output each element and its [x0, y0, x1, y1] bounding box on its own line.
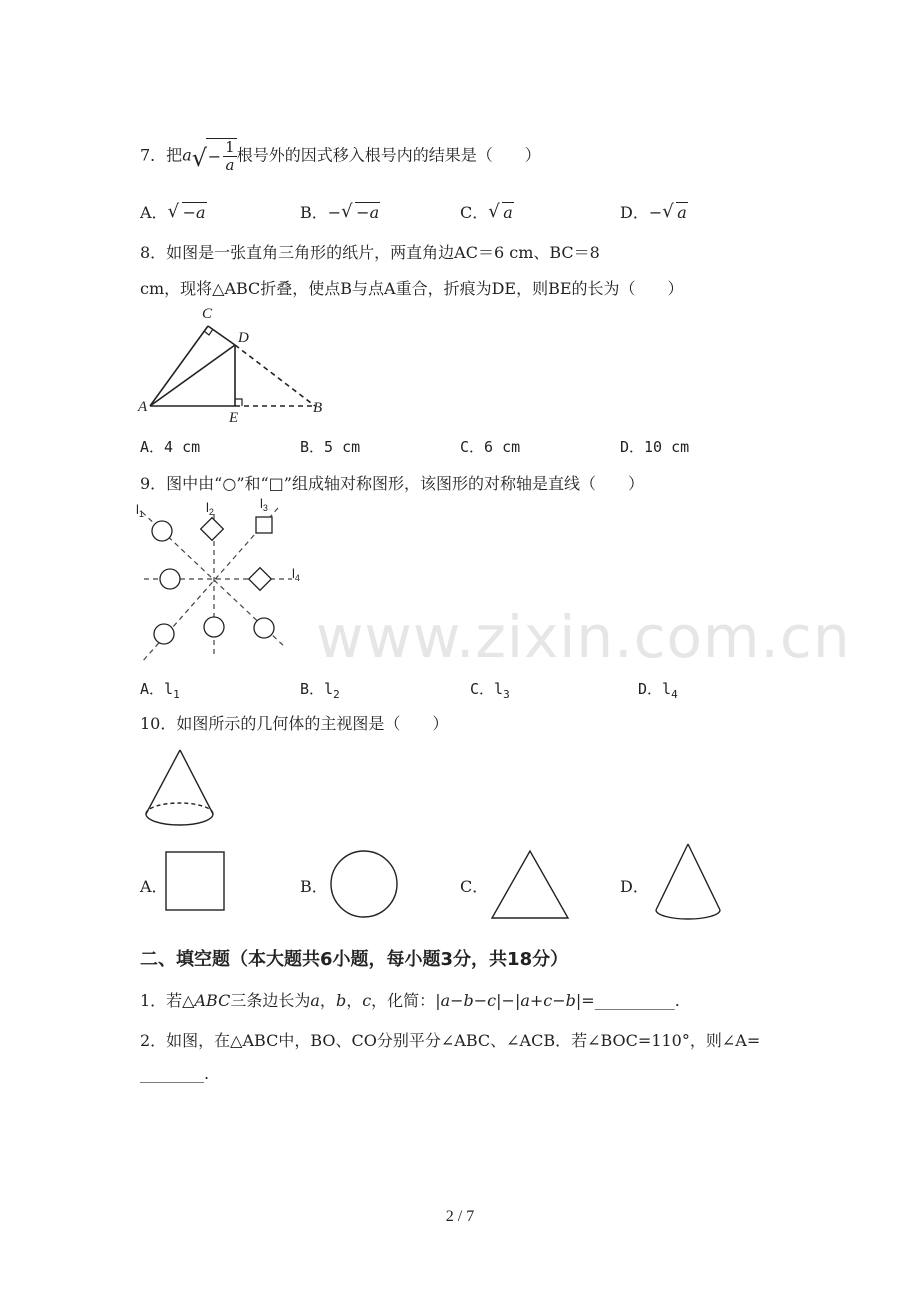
circle-shape	[152, 521, 172, 541]
label-l1: $l_1$	[136, 502, 144, 519]
label-e: E	[229, 410, 239, 426]
label-l3: $l_3$	[260, 498, 268, 513]
diamond-shape	[249, 568, 272, 591]
circle-shape	[154, 624, 174, 644]
q9-symmetry-figure	[130, 498, 310, 668]
fold-ad	[150, 345, 235, 406]
label-l2: $l_2$	[206, 500, 214, 517]
q9-option-a[interactable]: A．$l_1$	[140, 680, 180, 701]
q8-option-d[interactable]: D．10 cm	[620, 438, 690, 456]
q10-option-b-label[interactable]: B．	[300, 877, 328, 896]
dashed-db	[235, 345, 315, 406]
q10-option-a-label[interactable]: A．	[140, 877, 168, 896]
side-ac	[150, 326, 208, 406]
q7-option-a[interactable]: A．√ −a	[140, 200, 207, 223]
q10-option-b-circle[interactable]	[328, 848, 400, 920]
square-shape	[256, 517, 272, 533]
q10-stem: 10．如图所示的几何体的主视图是（ ）	[140, 714, 449, 733]
q10-option-a-square[interactable]	[164, 850, 228, 914]
q9-option-c[interactable]: C．$l_3$	[470, 680, 510, 701]
watermark: www.zixin.com.cn	[316, 603, 851, 671]
q9-option-b[interactable]: B．$l_2$	[300, 680, 340, 701]
circle-shape	[254, 618, 274, 638]
right-angle-e	[235, 399, 242, 406]
circle-shape	[204, 617, 224, 637]
circle-shape	[160, 569, 180, 589]
q10-option-c-label[interactable]: C．	[460, 877, 489, 896]
q7-option-d[interactable]: D．−√ a	[620, 200, 688, 223]
q7-option-b[interactable]: B．−√ −a	[300, 200, 380, 223]
q8-option-c[interactable]: C．6 cm	[460, 438, 521, 456]
q10-option-d-cone[interactable]	[652, 840, 724, 926]
q8-stem-line2: cm，现将△ABC折叠，使点B与点A重合，折痕为DE，则BE的长为（ ）	[140, 279, 684, 298]
label-l4: $l_4$	[292, 566, 300, 583]
q10-option-d-label[interactable]: D．	[620, 877, 649, 896]
q8-option-b[interactable]: B．5 cm	[300, 438, 361, 456]
section-title-fill-in: 二、填空题（本大题共6小题，每小题3分，共18分）	[140, 949, 569, 970]
side-cd	[208, 326, 235, 345]
diamond-shape	[201, 518, 224, 541]
fill-question-1: 1．若△ABC三条边长为a，b，c，化简：|a−b−c|−|a+c−b|=__________.	[140, 991, 680, 1010]
label-b: B	[313, 400, 323, 416]
label-c: C	[202, 306, 213, 322]
q8-triangle-figure	[130, 300, 340, 430]
q7-radical-expression: √ − $\frac{1}{a}$	[191, 138, 235, 174]
q8-option-a[interactable]: A．4 cm	[140, 438, 201, 456]
fill-question-2-line2: ________.	[140, 1064, 210, 1083]
q9-stem: 9．图中由“○”和“□”组成轴对称图形，该图形的对称轴是直线（ ）	[140, 474, 644, 493]
page-number: 2 / 7	[445, 1208, 475, 1225]
q10-option-c-triangle[interactable]	[488, 848, 572, 922]
q7-stem: 7．把a √ − $\frac{1}{a}$ 根号外的因式移入根号内的结果是（ ）	[140, 138, 541, 174]
fill-question-2-line1: 2．如图，在△ABC中，BO、CO分别平分∠ABC、∠ACB．若∠BOC=110°，则∠A=	[140, 1031, 761, 1050]
q8-stem-line1: 8．如图是一张直角三角形的纸片，两直角边AC＝6 cm、BC＝8	[140, 243, 600, 262]
q7-option-c[interactable]: C．√ a	[460, 200, 514, 223]
label-a: A	[138, 399, 148, 415]
q9-option-d[interactable]: D．$l_4$	[638, 680, 678, 701]
q10-cone-solid-figure	[138, 744, 222, 834]
label-d: D	[238, 330, 249, 346]
